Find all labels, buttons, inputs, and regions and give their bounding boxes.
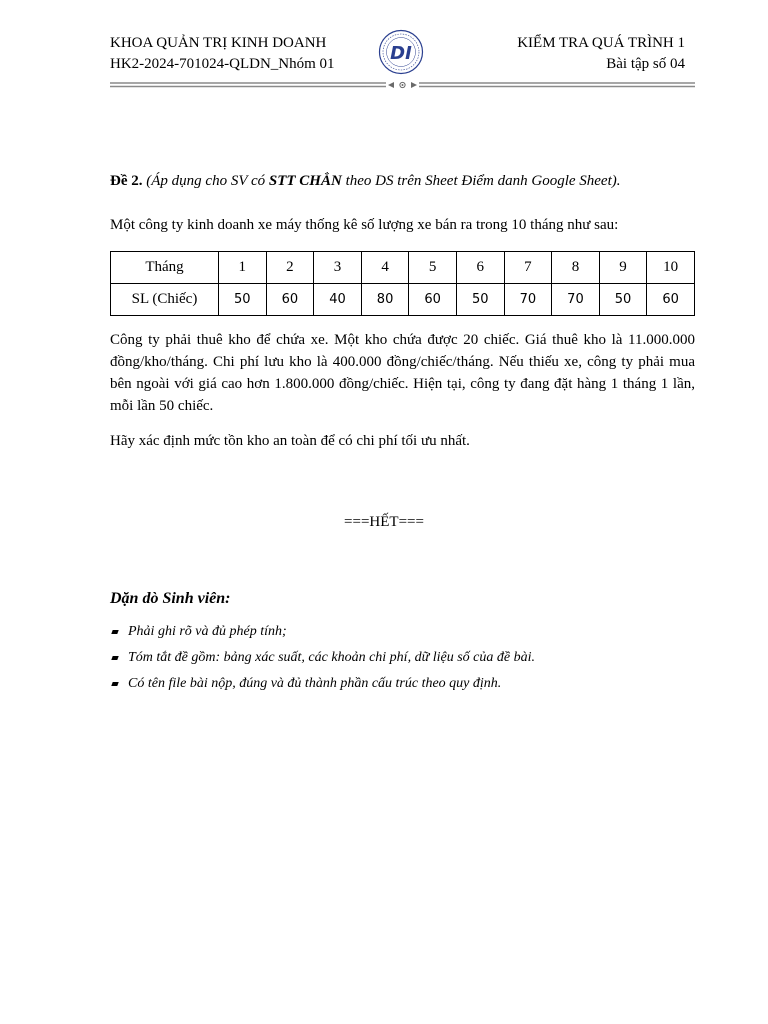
table-row-quantities [111,284,695,316]
table-cell-quantity: 60 [266,284,314,316]
assignment-note-emphasis: STT CHẲN [268,173,342,189]
table-header-month: Tháng [111,252,219,284]
table-cell-quantity: 50 [456,284,504,316]
table-cell-month: 1 [219,252,267,284]
table-cell-month: 2 [266,252,314,284]
table-cell-quantity: 70 [504,284,552,316]
university-logo-icon [378,29,424,75]
problem-intro: Một công ty kinh doanh xe máy thống kê số lượng xe bán ra trong 10 tháng như sau: [110,217,619,233]
table-cell-month: 6 [456,252,504,284]
notes-title: Dặn dò Sinh viên: [110,590,231,607]
assignment-heading [110,171,621,191]
assignment-label: Đề 2. [110,173,143,189]
end-marker: ===HẾT=== [344,514,424,530]
table-cell-quantity: 50 [219,284,267,316]
table-cell-month: 9 [599,252,647,284]
course-code: HK2-2024-701024-QLDN_Nhóm 01 [110,56,335,72]
table-cell-month: 5 [409,252,457,284]
problem-description: Công ty phải thuê kho để chứa xe. Một kho chứa được 20 chiếc. Giá thuê kho là 11.000.000 đồng/kho/tháng. Chi phí lưu kho là 400.000 đồng/chiếc/tháng. Nếu thiếu xe, công ty phải mua bên ngoài với giá cao hơn 1.800.000 đồng/chiếc. Hiện tại, công ty đang đặt hàng 1 tháng 1 lần, mỗi lần 50 chiếc. [110,332,695,414]
table-cell-month: 4 [361,252,409,284]
exam-title: KIỂM TRA QUÁ TRÌNH 1 [517,35,685,51]
table-cell-quantity: 50 [599,284,647,316]
sales-table [110,251,695,316]
problem-question: Hãy xác định mức tồn kho an toàn để có chi phí tối ưu nhất. [110,433,470,449]
list-item: Phải ghi rõ và đủ phép tính; [110,619,535,645]
table-cell-month: 10 [647,252,695,284]
header-left [110,33,335,75]
exercise-number: Bài tập số 04 [606,56,685,72]
bullet-icon [111,630,118,634]
table-header-quantity: SL (Chiếc) [111,284,219,316]
table-cell-quantity: 60 [409,284,457,316]
bullet-icon [111,656,118,660]
list-item: Tóm tắt đề gồm: bảng xác suất, các khoản chi phí, dữ liệu số của đề bài. [110,645,535,671]
table-cell-quantity: 60 [647,284,695,316]
table-cell-quantity: 40 [314,284,362,316]
list-item: Có tên file bài nộp, đúng và đủ thành phần cấu trúc theo quy định. [110,671,535,697]
table-cell-month: 8 [552,252,600,284]
table-cell-quantity: 80 [361,284,409,316]
table-cell-month: 7 [504,252,552,284]
notes-list [110,619,535,697]
faculty-name: KHOA QUẢN TRỊ KINH DOANH [110,35,327,51]
header-right [517,33,685,75]
assignment-note: (Áp dụng cho SV có STT CHẲN theo DS trên Sheet Điểm danh Google Sheet). [146,173,621,189]
table-row-months [111,252,695,284]
table-cell-quantity: 70 [552,284,600,316]
table-cell-month: 3 [314,252,362,284]
logo-text: DI [390,43,412,64]
header-divider [110,80,695,90]
bullet-icon [111,682,118,686]
